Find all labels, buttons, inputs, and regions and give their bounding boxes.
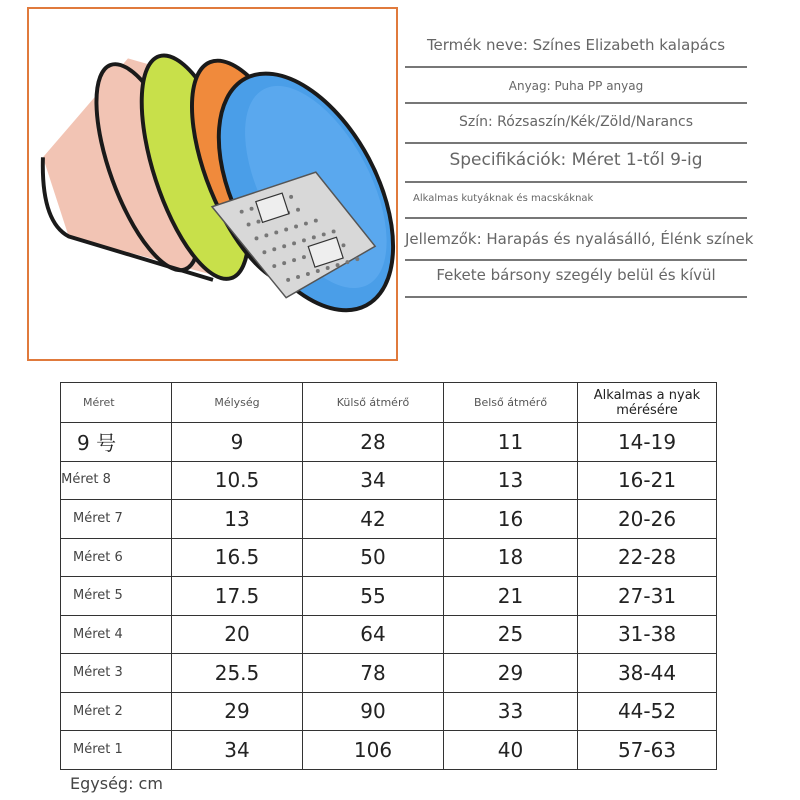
cell-inner: 29 (444, 654, 578, 693)
cell-outer: 55 (303, 577, 444, 616)
cell-outer: 90 (303, 692, 444, 731)
cell-depth: 25.5 (172, 654, 303, 693)
table-row (61, 692, 717, 731)
cell-outer: 78 (303, 654, 444, 693)
cell-size: Méret 2 (61, 692, 172, 731)
table-row (61, 615, 717, 654)
spec-suitable: Alkalmas kutyáknak és macskáknak (405, 183, 747, 219)
cell-size: Méret 4 (61, 615, 172, 654)
cell-inner: 25 (444, 615, 578, 654)
table-row (61, 538, 717, 577)
cell-inner: 13 (444, 461, 578, 500)
cell-inner: 40 (444, 731, 578, 770)
cell-inner: 18 (444, 538, 578, 577)
cell-outer: 34 (303, 461, 444, 500)
spec-material: Anyag: Puha PP anyag (405, 70, 747, 104)
header-outer-diameter: Külső átmérő (303, 383, 444, 423)
cell-size: Méret 6 (61, 538, 172, 577)
cell-neck: 20-26 (578, 500, 717, 539)
cell-neck: 31-38 (578, 615, 717, 654)
cell-neck: 27-31 (578, 577, 717, 616)
cell-outer: 42 (303, 500, 444, 539)
cell-inner: 33 (444, 692, 578, 731)
header-neck-measurement: Alkalmas a nyak mérésére (578, 383, 717, 423)
cone-collars-illustration (29, 9, 396, 359)
cell-neck: 44-52 (578, 692, 717, 731)
spec-features: Jellemzők: Harapás és nyalásálló, Élénk színek (405, 219, 747, 261)
cell-depth: 34 (172, 731, 303, 770)
spec-colors: Szín: Rózsaszín/Kék/Zöld/Narancs (405, 104, 747, 144)
cell-size: Méret 3 (61, 654, 172, 693)
cell-neck: 14-19 (578, 423, 717, 462)
spec-edge: Fekete bársony szegély belül és kívül (405, 261, 747, 298)
cell-outer: 28 (303, 423, 444, 462)
table-row (61, 461, 717, 500)
table-row (61, 654, 717, 693)
cell-depth: 13 (172, 500, 303, 539)
spec-product-name: Termék neve: Színes Elizabeth kalapács (405, 30, 747, 68)
cell-depth: 10.5 (172, 461, 303, 500)
size-table (60, 382, 717, 770)
table-row (61, 577, 717, 616)
cell-depth: 16.5 (172, 538, 303, 577)
product-photo (27, 7, 398, 361)
cell-inner: 21 (444, 577, 578, 616)
spec-specifications: Specifikációk: Méret 1-től 9-ig (405, 144, 747, 183)
cell-size: Méret 1 (61, 731, 172, 770)
cell-size: Méret 5 (61, 577, 172, 616)
cell-depth: 17.5 (172, 577, 303, 616)
cell-depth: 9 (172, 423, 303, 462)
cell-neck: 16-21 (578, 461, 717, 500)
header-depth: Mélység (172, 383, 303, 423)
header-inner-diameter: Belső átmérő (444, 383, 578, 423)
cell-neck: 57-63 (578, 731, 717, 770)
cell-size: Méret 7 (61, 500, 172, 539)
table-row (61, 423, 717, 462)
table-header-row (61, 383, 717, 423)
cell-outer: 64 (303, 615, 444, 654)
cell-neck: 38-44 (578, 654, 717, 693)
cell-size: Méret 8 (61, 461, 172, 500)
cell-size: 9 号 (61, 423, 172, 462)
cell-neck: 22-28 (578, 538, 717, 577)
cell-depth: 29 (172, 692, 303, 731)
header-size: Méret (61, 383, 172, 423)
unit-note: Egység: cm (70, 774, 163, 793)
table-row (61, 500, 717, 539)
cell-inner: 11 (444, 423, 578, 462)
table-row (61, 731, 717, 770)
cell-outer: 50 (303, 538, 444, 577)
cell-depth: 20 (172, 615, 303, 654)
cell-outer: 106 (303, 731, 444, 770)
cell-inner: 16 (444, 500, 578, 539)
